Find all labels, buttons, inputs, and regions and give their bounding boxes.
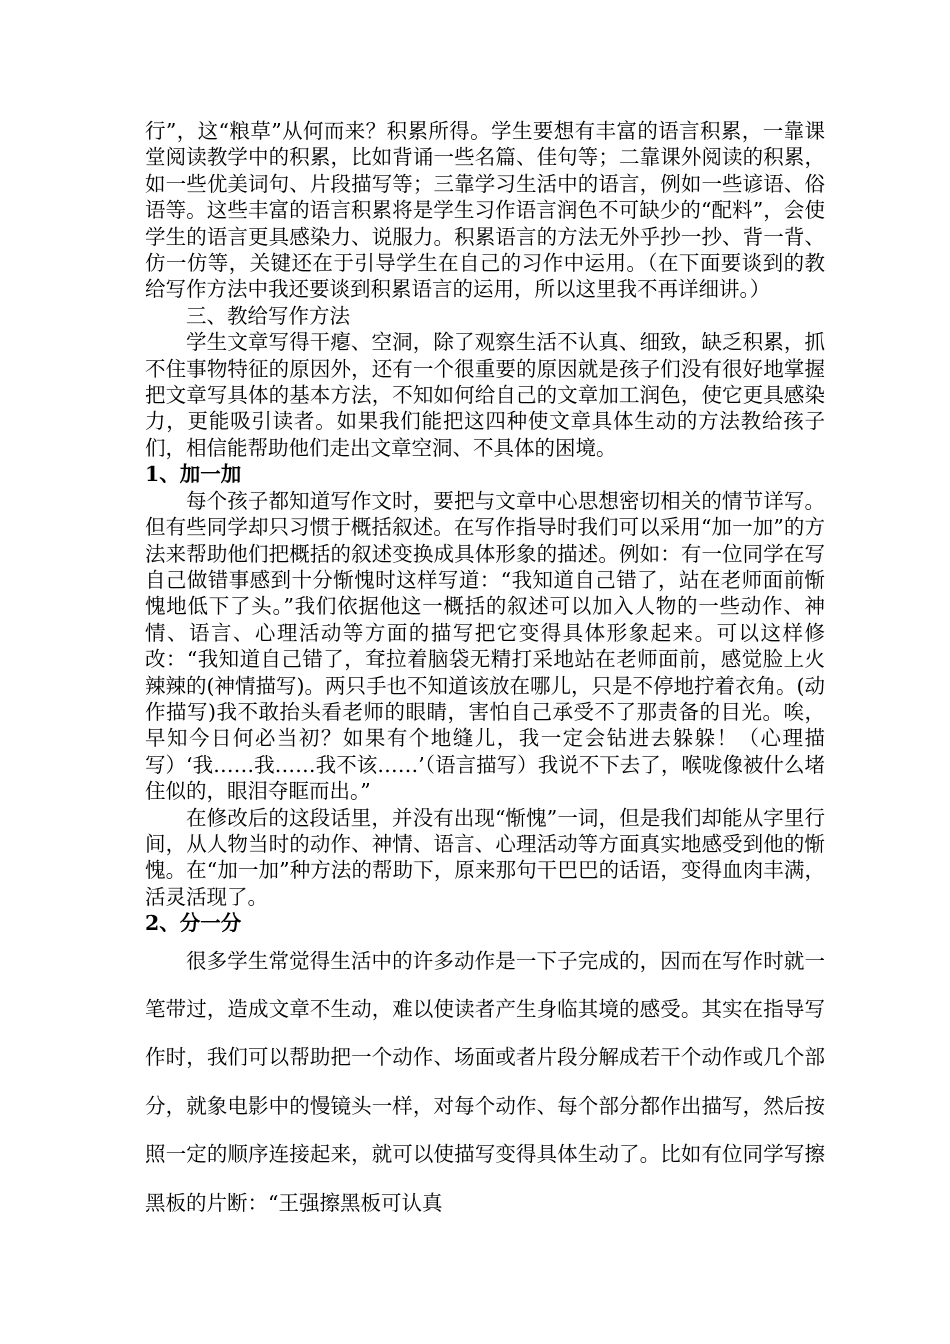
document-page <box>145 118 825 1227</box>
paragraph-add-method-summary: 在修改后的这段话里，并没有出现“惭愧”一词，但是我们却能从字里行间，从人物当时的动作、神情、语言、心理活动等方面真实地感受到他的惭愧。在“加一加”种方法的帮助下，原来那句干巴巴的话语，变得血肉丰满，活灵活现了。 <box>145 805 825 909</box>
paragraph-language-accumulation: 行”，这“粮草”从何而来？积累所得。学生要想有丰富的语言积累，一靠课堂阅读教学中的积累，比如背诵一些名篇、佳句等；二靠课外阅读的积累，如一些优美词句、片段描写等；三靠学习生活中的语言，例如一些谚语、俗语等。这些丰富的语言积累将是学生习作语言润色不可缺少的“配料”，会使学生的语言更具感染力、说服力。积累语言的方法无外乎抄一抄、背一背、仿一仿等，关键还在于引导学生在自己的习作中运用。（在下面要谈到的教给写作方法中我还要谈到积累语言的运用，所以这里我不再详细讲。） <box>145 119 825 302</box>
heading-add-method: 1、加一加 <box>145 462 242 487</box>
section-three-title: 三、教给写作方法 <box>186 303 350 328</box>
paragraph-writing-methods-intro: 学生文章写得干瘪、空洞，除了观察生活不认真、细致，缺乏积累，抓不住事物特征的原因外，还有一个很重要的原因就是孩子们没有很好地掌握把文章写具体的基本方法，不知如何给自己的文章加工润色，使它更具感染力，更能吸引读者。如果我们能把这四种使文章具体生动的方法教给孩子们，相信能帮助他们走出文章空洞、不具体的困境。 <box>145 330 825 460</box>
heading-split-method: 2、分一分 <box>145 911 242 936</box>
upper-text-block <box>145 118 825 937</box>
paragraph-add-method-example: 每个孩子都知道写作文时，要把与文章中心思想密切相关的情节详写。但有些同学却只习惯于概括叙述。在写作指导时我们可以采用“加一加”的方法来帮助他们把概括的叙述变换成具体形象的描述。例如：有一位同学在写自己做错事感到十分惭愧时这样写道：“我知道自己错了，站在老师面前惭愧地低下了头。”我们依据他这一概括的叙述可以加入人物的一些动作、神情、语言、心理活动等方面的描写把它变得具体形象起来。可以这样修改：“我知道自己错了，耷拉着脑袋无精打采地站在老师面前，感觉脸上火辣辣的(神情描写)。两只手也不知道该放在哪儿，只是不停地拧着衣角。(动作描写)我不敢抬头看老师的眼睛，害怕自己承受不了那责备的目光。唉，早知今日何必当初？如果有个地缝儿，我一定会钻进去躲躲！（心理描写）‘我……我……我不该……’（语言描写）我说不下去了，喉咙像被什么堵住似的，眼泪夺眶而出。” <box>145 488 825 804</box>
paragraph-split-method: 很多学生常觉得生活中的许多动作是一下子完成的，因而在写作时就一笔带过，造成文章不生动，难以使读者产生身临其境的感受。其实在指导写作时，我们可以帮助把一个动作、场面或者片段分解成若干个动作或几个部分，就象电影中的慢镜头一样，对每个动作、每个部分都作出描写，然后按照一定的顺序连接起来，就可以使描写变得具体生动了。比如有位同学写擦黑板的片断：“王强擦黑板可认真 <box>145 948 825 1215</box>
